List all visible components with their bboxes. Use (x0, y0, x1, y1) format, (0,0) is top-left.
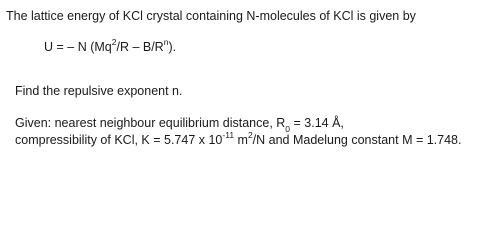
equation-end: ). (168, 40, 177, 54)
equation-mid: /R – B/R (116, 40, 164, 54)
q-power: 2 (111, 36, 117, 47)
r-power: n (163, 36, 169, 47)
unit-meter-power: 2 (247, 129, 253, 140)
problem-statement: The lattice energy of KCl crystal containing N-molecules of KCl is given by (6, 9, 416, 23)
lattice-energy-equation (44, 36, 177, 55)
problem-question: Find the repulsive exponent n. (15, 84, 183, 98)
given-line-1 (15, 116, 344, 134)
given-line-2 (15, 129, 462, 148)
equation-lhs: U = – N (Mq (44, 40, 112, 54)
power-of-ten-exponent: -11 (222, 129, 235, 140)
unit-meter: m (234, 133, 248, 147)
r0-subscript: 0 (285, 123, 291, 134)
given-line-1-prefix: Given: nearest neighbour equilibrium distance, R (15, 116, 286, 130)
given-line-1-suffix: = 3.14 Å, (290, 116, 344, 130)
given-line-2-suffix: /N and Madelung constant M = 1.748. (252, 133, 462, 147)
given-line-2-prefix: compressibility of KCl, K = 5.747 x 10 (15, 133, 223, 147)
